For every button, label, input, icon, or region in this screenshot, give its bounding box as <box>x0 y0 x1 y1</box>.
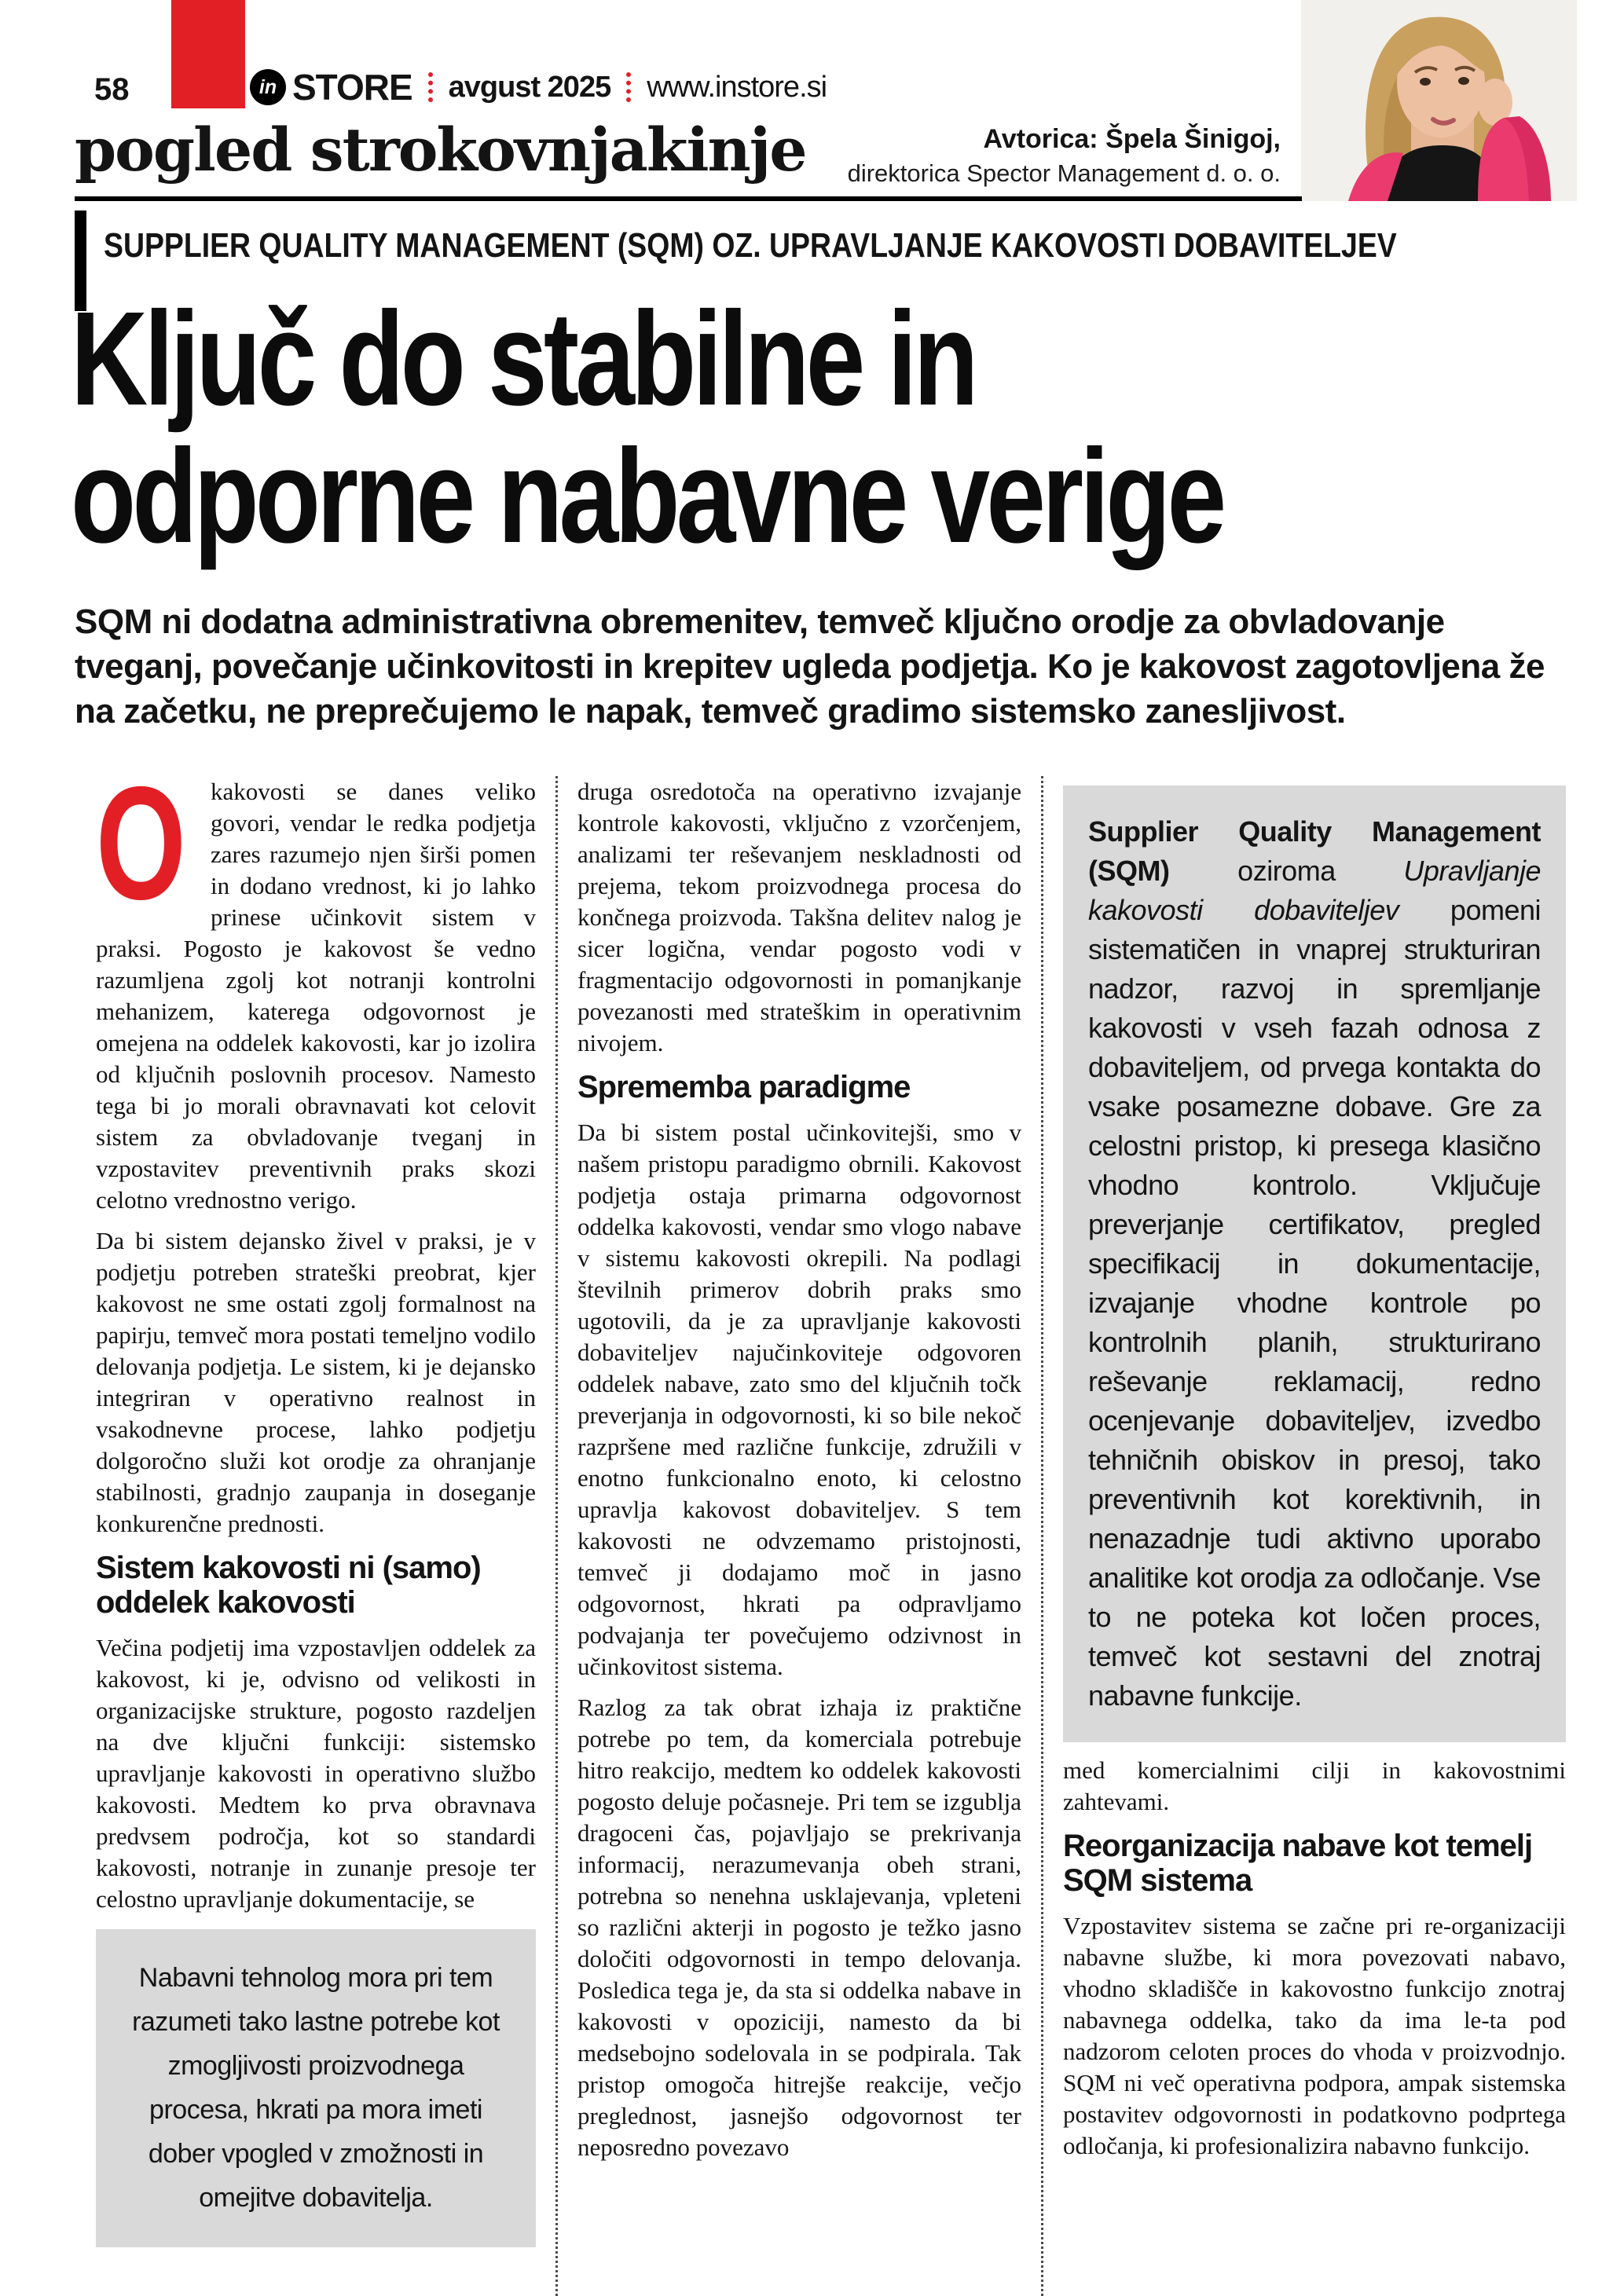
column-divider <box>555 776 558 2296</box>
subhead-reorganizacija: Reorganizacija nabave kot temelj SQM sistema <box>1063 1829 1533 1898</box>
logo-in-text: in <box>258 75 277 98</box>
section-title: pogled strokovnjakinje <box>75 115 806 185</box>
column-2 <box>577 776 1021 2296</box>
author-photo <box>1301 0 1577 201</box>
paragraph-text: kakovosti se danes veliko govori, vendar le redka podjetja zares razumejo njen širši pomen in dodano vrednost, ki jo lahko prinese učinkovit sistem v praksi. Pogosto je kakovost še vedno razumljena zgolj kot notranji kontrolni mehanizem, katerega odgovornost je omejena na oddelek kakovosti, kar jo izolira od ključnih poslovnih procesov. Namesto tega bi jo morali obravnavati kot celovit sistem za obvladovanje tveganj in vzpostavitev preventivnih praks skozi celotno vrednostno verigo. <box>96 778 536 1214</box>
author-role: direktorica Spector Management d. o. o. <box>847 159 1281 187</box>
paragraph: Večina podjetij ima vzpostavljen oddelek za kakovost, ki je, odvisno od velikosti in organizacijske strukture, pogosto razdeljen na dve ključni funkciji: sistemsko upravljanje kakovosti in operativno službo kakovosti. Medtem ko prva obravnava predvsem področja, kot so standardi kakovosti, notranje in zunanje presoje ter celostno upravljanje dokumentacije, se <box>96 1634 536 1913</box>
paragraph: Razlog za tak obrat izhaja iz praktične potrebe po tem, da komerciala potrebuje hitro reakcijo, medtem ko oddelek kakovosti pogosto deluje počasneje. Pri tem se izgublja dragoceni čas, pojavljajo se prekrivanja informacij, nerazumevanja obeh strani, potrebna so nenehna usklajevanja, vpleteni so različni akterji in pogosto je težko jasno določiti odgovornosti in tempo delovanja. Posledica tega je, da sta si oddelka nabave in kakovosti v opoziciji, namesto da bi medsebojno sodelovala in se podpirala. Tak pristop omogoča hitrejše reakcije, večjo preglednost, jasnejšo odgovornost ter neposredno povezavo <box>577 1694 1021 2161</box>
subhead-sistem-kakovosti: Sistem kakovosti ni (samo) oddelek kakovosti <box>96 1551 481 1620</box>
website-url: www.instore.si <box>647 70 827 104</box>
author-block <box>848 124 1281 188</box>
masthead-red-block <box>171 0 245 108</box>
subhead-sprememba-paradigme: Sprememba paradigme <box>577 1070 911 1104</box>
page-number: 58 <box>94 72 130 107</box>
standfirst: SQM ni dodatna administrativna obremenitev, temveč ključno orodje za obvladovanje tveganj, povečanje učinkovitosti in krepitev ugleda podjetja. Ko je kakovost zagotovljena že na začetku, ne preprečujemo le napak, temveč gradimo sistemsko zanesljivost. <box>75 602 1545 731</box>
logo-store-text: STORE <box>292 67 412 108</box>
kicker: SUPPLIER QUALITY MANAGEMENT (SQM) OZ. UPRAVLJANJE KAKOVOSTI DOBAVITELJEV <box>104 226 1397 265</box>
instore-logo-icon <box>250 69 286 105</box>
paragraph <box>96 768 536 1216</box>
headline-line-1: Ključ do stabilne in <box>71 284 975 434</box>
column-3 <box>1063 776 1566 2296</box>
issue-date: avgust 2025 <box>448 70 611 104</box>
headline <box>71 284 1511 572</box>
masthead-separator-icon <box>428 72 433 102</box>
sqm-definition-text: Supplier Quality Management (SQM) oziroma Upravljanje kakovosti dobaviteljev pomeni sistematičen in vnaprej strukturiran nadzor, razvoj in spremljanje kakovosti v vseh fazah odnosa z dobaviteljem, od prvega kontakta do vsake posamezne dobave. Gre za celostni pristop, ki presega klasično vhodno kontrolo. Vključuje preverjanje certifikatov, pregled specifikacij in dokumentacije, izvajanje vhodne kontrole po kontrolnih planih, strukturirano reševanje reklamacij, redno ocenjevanje dobaviteljev, izvedbo tehničnih obiskov in presoj, tako preventivnih kot korektivnih, in nenazadnje tudi aktivno uporabo analitike kot orodja za odločanje. Vse to ne poteka kot ločen proces, temveč kot sestavni del znotraj nabavne funkcije. <box>1088 815 1541 1712</box>
dropcap: O <box>96 768 186 933</box>
column-divider <box>1041 776 1043 2296</box>
paragraph: Da bi sistem dejansko živel v praksi, je v podjetju potreben strateški preobrat, kjer kakovost ne sme ostati zgolj formalnost na papirju, temveč mora postati temeljno vodilo delovanja podjetja. Le sistem, ki je dejansko integriran v operativno realnost in vsakodnevne procese, lahko podjetju dolgoročno služi kot orodje za ohranjanje stabilnosti, gradnjo zaupanja in doseganje konkurenčne prednosti. <box>96 1227 536 1537</box>
pullquote-box: Nabavni tehnolog mora pri tem razumeti tako lastne potrebe kot zmogljivosti proizvodnega procesa, hkrati pa mora imeti dober vpogled v zmožnosti in omejitve dobavitelja. <box>96 1929 536 2247</box>
column-1 <box>96 768 536 2296</box>
headline-line-2: odporne nabavne verige <box>71 422 1223 572</box>
author-name: Avtorica: Špela Šinigoj, <box>983 124 1281 154</box>
article-body <box>0 768 1624 2296</box>
paragraph: druga osredotoča na operativno izvajanje kontrole kakovosti, vključno z vzorčenjem, analizami ter reševanjem neskladnosti od prejema, tekom proizvodnega procesa do končnega proizvoda. Takšna delitev nalog je sicer logična, vendar pogosto vodi v fragmentacijo odgovornosti in pomanjkanje povezanosti med strateškim in operativnim nivojem. <box>577 778 1021 1056</box>
masthead-separator-icon <box>626 72 631 102</box>
masthead <box>250 68 827 107</box>
paragraph: Vzpostavitev sistema se začne pri re-organizaciji nabavne službe, ki mora povezovati nabavo, vhodno skladišče in kakovostno funkcijo znotraj nabavnega oddelka, tako da ima le-ta pod nadzorom celoten proces do vhoda v proizvodnjo. SQM ni več operativna podpora, ampak sistemska postavitev odgovornosti in podatkovno podprtega odločanja, ki profesionalizira nabavno funkcijo. <box>1063 1912 1566 2159</box>
paragraph: med komercialnimi cilji in kakovostnimi zahtevami. <box>1063 1756 1566 1815</box>
sqm-definition-box <box>1063 785 1566 1742</box>
header-divider <box>75 196 1302 201</box>
paragraph: Da bi sistem postal učinkovitejši, smo v našem pristopu paradigmo obrnili. Kakovost podjetja ostaja primarna odgovornost oddelka kakovosti, vendar smo vlogo nabave v sistemu kakovosti okrepili. Na podlagi številnih primerov dobrih praks smo ugotovili, da je za upravljanje kakovosti dobaviteljev najučinkoviteje odgovoren oddelek nabave, zato smo del ključnih točk preverjanja in odgovornosti, ki so bile nekoč razpršene med različne funkcije, združili v enotno funkcionalno enoto, ki celostno upravlja kakovost dobaviteljev. S tem kakovosti ne odvzemamo pristojnosti, temveč ji dodajamo moč in jasno odgovornost, hkrati pa odpravljamo podvajanja ter povečujemo odzivnost in učinkovitost sistema. <box>577 1119 1021 1680</box>
